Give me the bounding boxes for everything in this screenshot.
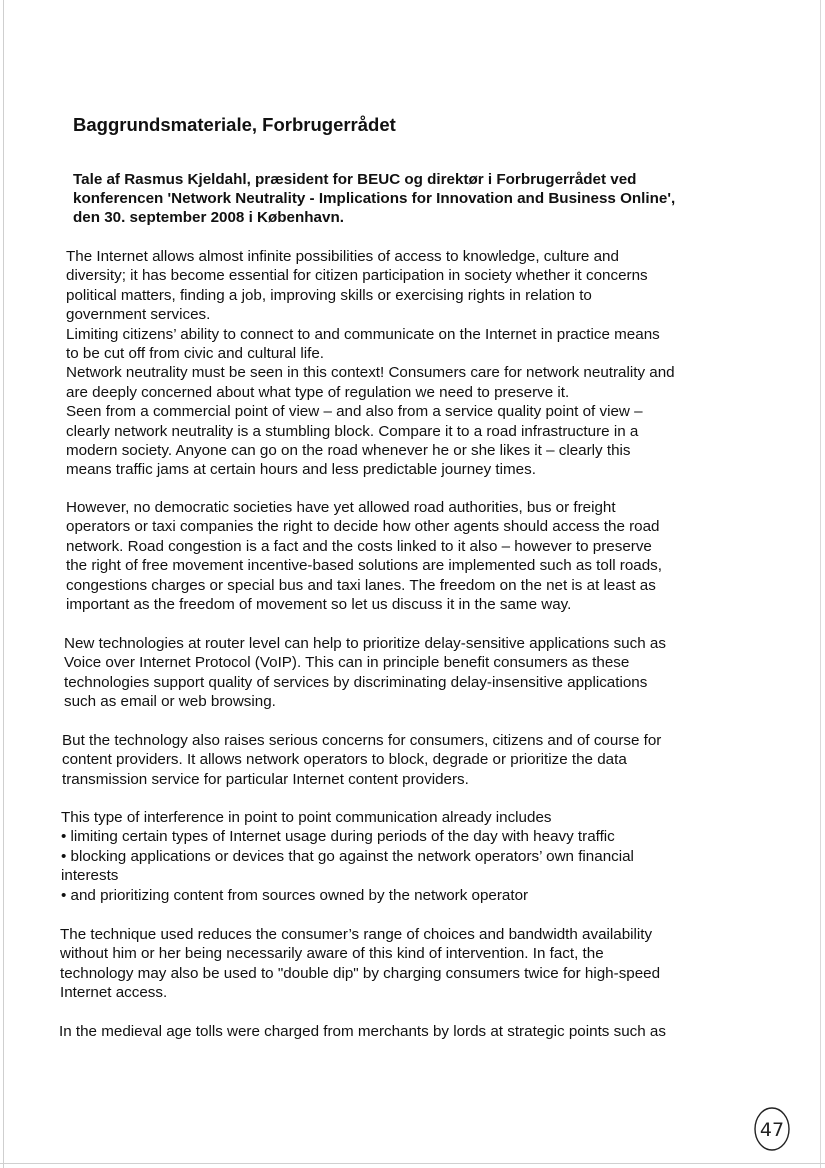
text-line: clearly network neutrality is a stumbling block. Compare it to a road infrastructure in a: [66, 422, 639, 440]
text-line: means traffic jams at certain hours and less predictable journey times.: [66, 461, 536, 479]
document-heading: Baggrundsmateriale, Forbrugerrådet: [73, 114, 396, 135]
text-line: Limiting citizens’ ability to connect to and communicate on the Internet in practice means: [66, 325, 660, 343]
text-line: technology may also be used to "double dip" by charging consumers twice for high-speed: [60, 964, 661, 982]
text-line: Seen from a commercial point of view – and also from a service quality point of view –: [66, 403, 643, 421]
text-line: such as email or web browsing.: [64, 693, 276, 711]
bullet-item: • blocking applications or devices that go against the network operators’ own financial: [61, 847, 634, 865]
text-line: interests: [61, 867, 119, 885]
text-line: network. Road congestion is a fact and the costs linked to it also – however to preserve: [66, 537, 652, 555]
text-line: to be cut off from civic and cultural life.: [66, 345, 325, 363]
speech-title-line: den 30. september 2008 i København.: [73, 209, 344, 226]
text-line: are deeply concerned about what type of regulation we need to preserve it.: [66, 383, 570, 401]
handwritten-page-number: [752, 1104, 792, 1154]
text-line: congestions charges or special bus and taxi lanes. The freedom on the net is at least as: [66, 576, 656, 594]
text-line: content providers. It allows network operators to block, degrade or prioritize the data: [62, 751, 627, 769]
text-line: transmission service for particular Internet content providers.: [62, 770, 469, 788]
bullet-item: • limiting certain types of Internet usage during periods of the day with heavy traffic: [61, 828, 615, 846]
text-line: This type of interference in point to point communication already includes: [61, 809, 552, 826]
text-line: political matters, finding a job, improving skills or exercising rights in relation to: [66, 286, 592, 304]
paragraph-4: [62, 731, 661, 789]
text-line: technologies support quality of services by discriminating delay-insensitive applications: [64, 673, 648, 691]
text-line: modern society. Anyone can go on the road whenever he or she likes it – clearly this: [66, 442, 631, 460]
scan-edge-right: [820, 0, 821, 1168]
page-number-text: 47: [759, 1119, 785, 1141]
scan-edge-left: [3, 0, 4, 1168]
text-line: important as the freedom of movement so let us discuss it in the same way.: [66, 596, 572, 614]
paragraph-6: [60, 925, 660, 1003]
speech-title: [73, 170, 753, 227]
text-line: without him or her being necessarily aware of this kind of intervention. In fact, the: [60, 945, 604, 963]
text-line: But the technology also raises serious concerns for consumers, citizens and of course for: [62, 732, 662, 749]
circle-stamp-icon: [752, 1104, 792, 1154]
paragraph-1: [66, 247, 675, 480]
text-line: the right of free movement incentive-based solutions are implemented such as toll roads,: [66, 557, 662, 575]
text-line: Network neutrality must be seen in this context! Consumers care for network neutrality and: [66, 364, 675, 382]
paragraph-3: [64, 634, 666, 712]
paragraph-7: [59, 1022, 666, 1041]
text-line: New technologies at router level can help to prioritize delay-sensitive applications such as: [64, 635, 666, 652]
text-line: diversity; it has become essential for citizen participation in society whether it concerns: [66, 267, 648, 285]
text-line: However, no democratic societies have yet allowed road authorities, bus or freight: [66, 499, 616, 516]
speech-title-line: Tale af Rasmus Kjeldahl, præsident for BEUC og direktør i Forbrugerrådet ved: [73, 171, 637, 188]
text-line: government services.: [66, 306, 211, 324]
bullet-item: • and prioritizing content from sources owned by the network operator: [61, 886, 529, 904]
text-line: operators or taxi companies the right to decide how other agents should access the road: [66, 518, 660, 536]
paragraph-2: [66, 498, 662, 614]
text-line: In the medieval age tolls were charged from merchants by lords at strategic points such as: [59, 1023, 666, 1040]
text-line: Voice over Internet Protocol (VoIP). This can in principle benefit consumers as these: [64, 654, 630, 672]
text-line: The technique used reduces the consumer’s range of choices and bandwidth availability: [60, 926, 653, 943]
scan-edge-bottom: [0, 1163, 825, 1164]
speech-title-line: konferencen 'Network Neutrality - Implications for Innovation and Business Online',: [73, 190, 676, 207]
paragraph-5: [61, 808, 634, 905]
text-line: The Internet allows almost infinite possibilities of access to knowledge, culture and: [66, 248, 619, 265]
text-line: Internet access.: [60, 984, 168, 1002]
